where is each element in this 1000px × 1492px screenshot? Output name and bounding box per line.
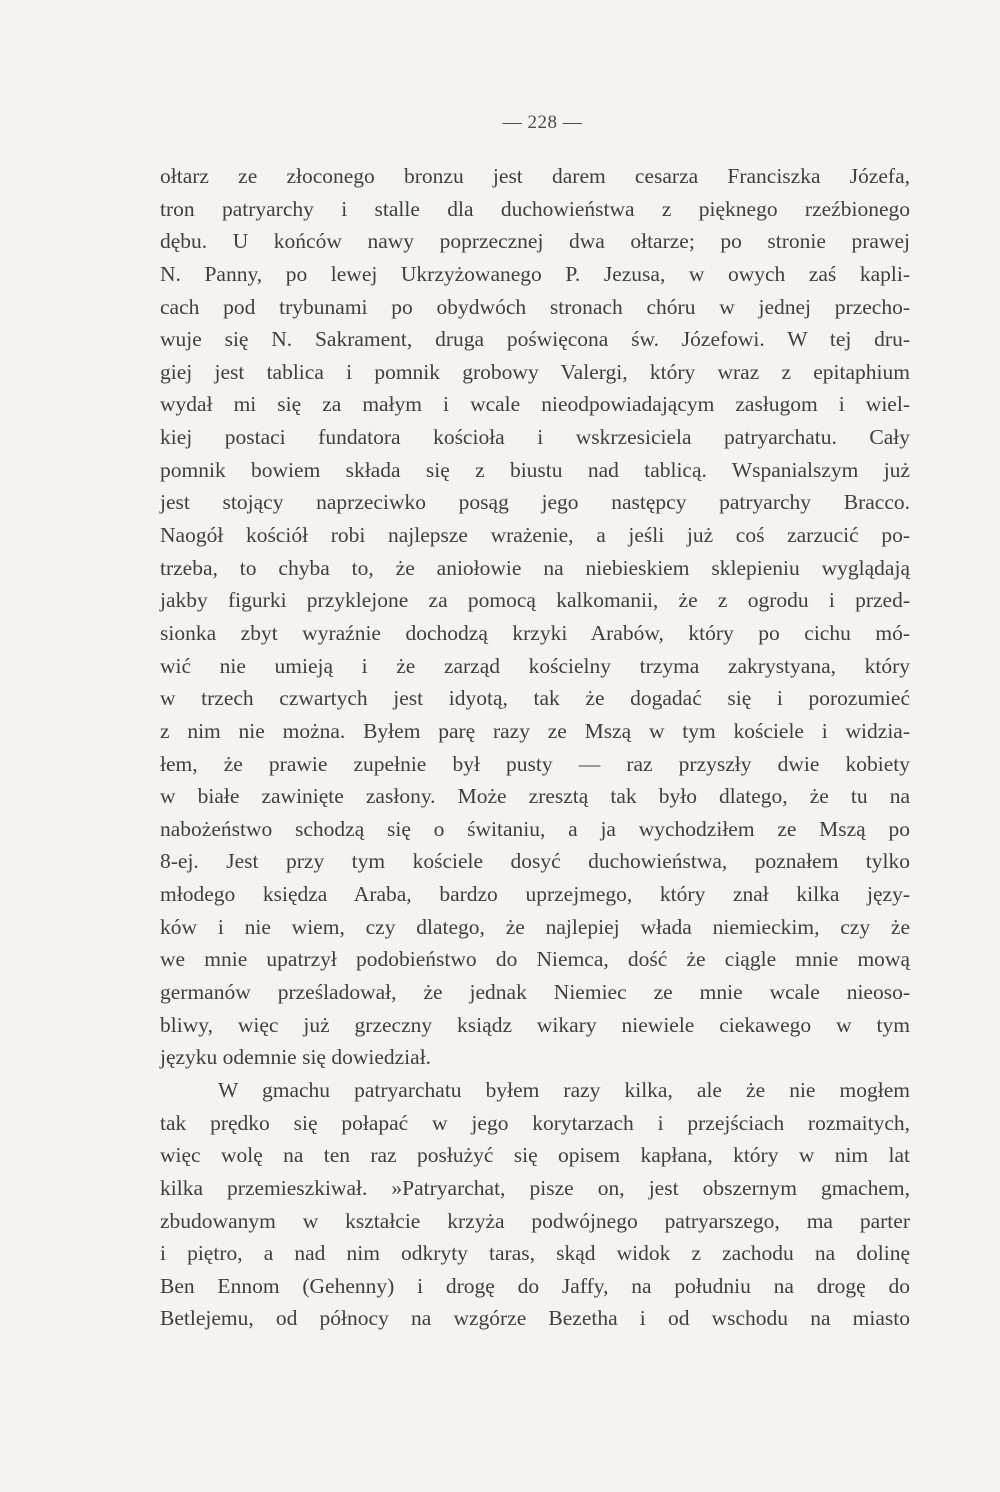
text-line: kiej postaci fundatora kościoła i wskrzesiciela patryarchatu. Cały <box>160 425 910 450</box>
text-line: jest stojący naprzeciwko posąg jego następcy patryarchy Bracco. <box>160 490 910 515</box>
text-line: dębu. U końców nawy poprzecznej dwa ołtarze; po stronie prawej <box>160 229 910 254</box>
text-line: giej jest tablica i pomnik grobowy Valergi, który wraz z epitaphium <box>160 359 910 384</box>
text-line: ków i nie wiem, czy dlatego, że najlepiej włada niemieckim, czy że <box>160 914 910 939</box>
text-line: germanów prześladował, że jednak Niemiec ze mnie wcale nieoso- <box>160 980 910 1005</box>
text-line: we mnie upatrzył podobieństwo do Niemca, dość że ciągle mnie mową <box>160 947 910 972</box>
text-line: pomnik bowiem składa się z biustu nad tablicą. Wspanialszym już <box>160 457 910 482</box>
text-line: języku odemnie się dowiedział. <box>160 1045 432 1070</box>
text-line: tak prędko się połapać w jego korytarzach i przejściach rozmaitych, <box>160 1110 910 1135</box>
text-line: i piętro, a nad nim odkryty taras, skąd widok z zachodu na dolinę <box>160 1241 910 1266</box>
text-line: Naogół kościół robi najlepsze wrażenie, a jeśli już coś zarzucić po- <box>160 523 910 548</box>
paragraph <box>160 160 910 1074</box>
text-line: młodego księdza Araba, bardzo uprzejmego, który znał kilka języ- <box>160 882 910 907</box>
text-line: N. Panny, po lewej Ukrzyżowanego P. Jezusa, w owych zaś kapli- <box>160 261 910 286</box>
text-line: tron patryarchy i stalle dla duchowieństwa z pięknego rzeźbionego <box>160 196 910 221</box>
text-line: cach pod trybunami po obydwóch stronach chóru w jednej przecho- <box>160 294 910 319</box>
page-number: — 228 — <box>502 112 583 133</box>
text-line: sionka zbyt wyraźnie dochodzą krzyki Arabów, który po cichu mó- <box>160 620 910 645</box>
text-line: 8-ej. Jest przy tym kościele dosyć duchowieństwa, poznałem tylko <box>160 849 910 874</box>
text-line: trzeba, to chyba to, że aniołowie na niebieskiem sklepieniu wyglądają <box>160 555 910 580</box>
text-line: wydał mi się za małym i wcale nieodpowiadającym zasługom i wiel- <box>160 392 910 417</box>
text-line: wić nie umieją i że zarząd kościelny trzyma zakrystyana, który <box>160 653 910 678</box>
text-line: wuje się N. Sakrament, druga poświęcona św. Józefowi. W tej dru- <box>160 327 910 352</box>
body-text <box>160 160 910 1335</box>
text-line: nabożeństwo schodzą się o świtaniu, a ja wychodziłem ze Mszą po <box>160 816 910 841</box>
text-line: z nim nie można. Byłem parę razy ze Mszą w tym kościele i widzia- <box>160 718 910 743</box>
text-line: łem, że prawie zupełnie był pusty — raz przyszły dwie kobiety <box>160 751 910 776</box>
paragraph <box>160 1074 910 1335</box>
text-line: zbudowanym w kształcie krzyża podwójnego patryarszego, ma parter <box>160 1208 910 1233</box>
text-line: Ben Ennom (Gehenny) i drogę do Jaffy, na południu na drogę do <box>160 1273 910 1298</box>
text-line: ołtarz ze złoconego bronzu jest darem cesarza Franciszka Józefa, <box>160 164 910 188</box>
text-line: kilka przemieszkiwał. »Patryarchat, pisze on, jest obszernym gmachem, <box>160 1175 910 1200</box>
text-line: jakby figurki przyklejone za pomocą kalkomanii, że z ogrodu i przed- <box>160 588 910 613</box>
text-line: W gmachu patryarchatu byłem razy kilka, ale że nie mogłem <box>218 1077 910 1102</box>
text-line: w trzech czwartych jest idyotą, tak że dogadać się i porozumieć <box>160 686 910 711</box>
text-line: więc wolę na ten raz posłużyć się opisem kapłana, który w nim lat <box>160 1143 910 1168</box>
text-line: Betlejemu, od północy na wzgórze Bezetha i od wschodu na miasto <box>160 1306 910 1331</box>
text-line: bliwy, więc już grzeczny ksiądz wikary niewiele ciekawego w tym <box>160 1012 910 1037</box>
text-line: w białe zawinięte zasłony. Może zresztą tak było dlatego, że tu na <box>160 784 910 809</box>
